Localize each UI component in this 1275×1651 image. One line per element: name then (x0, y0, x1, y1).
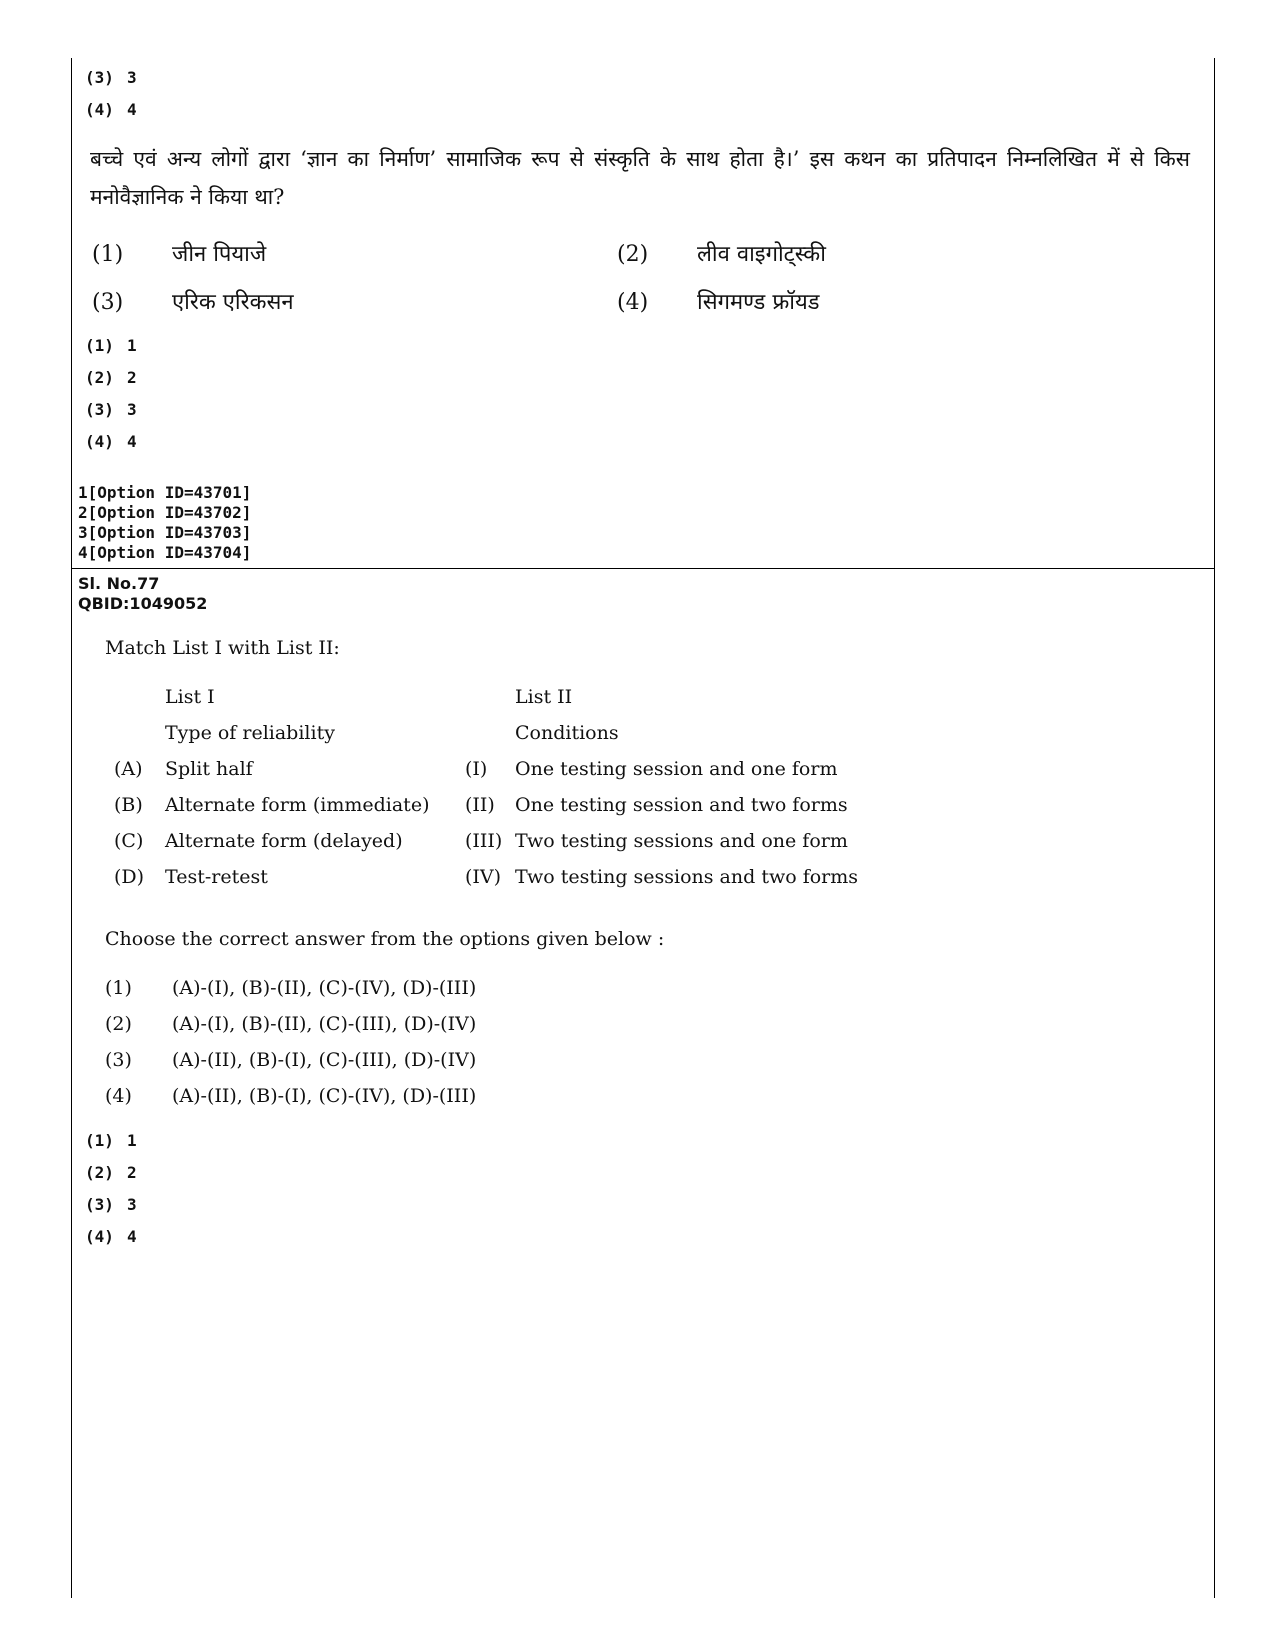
option-id: 1[Option ID=43701] (78, 483, 252, 502)
serial-number: Sl. No.77 (78, 574, 160, 593)
page-border-right (1214, 58, 1215, 1598)
list1-label: (C) (114, 830, 144, 852)
list1-item: Split half (165, 758, 253, 780)
list2-label: (I) (465, 758, 488, 780)
option-1: (1) (A)-(I), (B)-(II), (C)-(IV), (D)-(III) (105, 977, 477, 999)
option-1: (1) जीन पियाजे (92, 242, 267, 267)
answer-row: (3) 3 (85, 68, 137, 87)
option-3: (3) एरिक एरिकसन (92, 290, 294, 315)
qbid: QBID:1049052 (78, 594, 208, 613)
choose-instruction: Choose the correct answer from the options given below : (105, 928, 665, 950)
list2-title: List II (515, 686, 573, 708)
list1-label: (A) (114, 758, 143, 780)
list2-subtitle: Conditions (515, 722, 619, 744)
option-id: 3[Option ID=43703] (78, 523, 252, 542)
answer-row: (3) 3 (85, 1195, 137, 1214)
list1-label: (D) (114, 866, 145, 888)
option-2: (2) लीव वाइगोट्स्की (617, 242, 826, 267)
list1-item: Alternate form (delayed) (165, 830, 403, 852)
answer-row: (2) 2 (85, 1163, 137, 1182)
option-3: (3) (A)-(II), (B)-(I), (C)-(III), (D)-(IV) (105, 1049, 477, 1071)
answer-row: (4) 4 (85, 432, 137, 451)
question-meta (78, 574, 207, 614)
answer-row: (4) 4 (85, 100, 137, 119)
question-stem: Match List I with List II: (105, 637, 340, 659)
question-divider (71, 568, 1215, 569)
list2-item: One testing session and one form (515, 758, 838, 780)
option-2: (2) (A)-(I), (B)-(II), (C)-(III), (D)-(IV) (105, 1013, 477, 1035)
option-4: (4) सिगमण्ड फ्रॉयड (617, 290, 820, 315)
list2-item: Two testing sessions and one form (515, 830, 848, 852)
page-border-left (71, 58, 72, 1598)
list1-item: Alternate form (immediate) (165, 794, 430, 816)
list1-label: (B) (114, 794, 143, 816)
answer-row: (1) 1 (85, 336, 137, 355)
option-id-list (78, 483, 251, 563)
list1-item: Test-retest (165, 866, 268, 888)
list2-item: Two testing sessions and two forms (515, 866, 859, 888)
answer-row: (2) 2 (85, 368, 137, 387)
answer-row: (4) 4 (85, 1227, 137, 1246)
list2-label: (III) (465, 830, 503, 852)
answer-row: (1) 1 (85, 1131, 137, 1150)
list1-subtitle: Type of reliability (165, 722, 335, 744)
question-text-hindi: बच्चे एवं अन्य लोगों द्वारा ‘ज्ञान का निर्माण’ सामाजिक रूप से संस्कृति के साथ होता है।’ इस कथन का प्रतिपादन निम्नलिखित में से किस मनोवैज्ञानिक ने किया था? (90, 147, 1190, 209)
list2-label: (II) (465, 794, 495, 816)
option-id: 2[Option ID=43702] (78, 503, 252, 522)
list2-item: One testing session and two forms (515, 794, 848, 816)
list1-title: List I (165, 686, 215, 708)
option-4: (4) (A)-(II), (B)-(I), (C)-(IV), (D)-(III) (105, 1085, 477, 1107)
answer-row: (3) 3 (85, 400, 137, 419)
list2-label: (IV) (465, 866, 502, 888)
option-id: 4[Option ID=43704] (78, 543, 252, 562)
